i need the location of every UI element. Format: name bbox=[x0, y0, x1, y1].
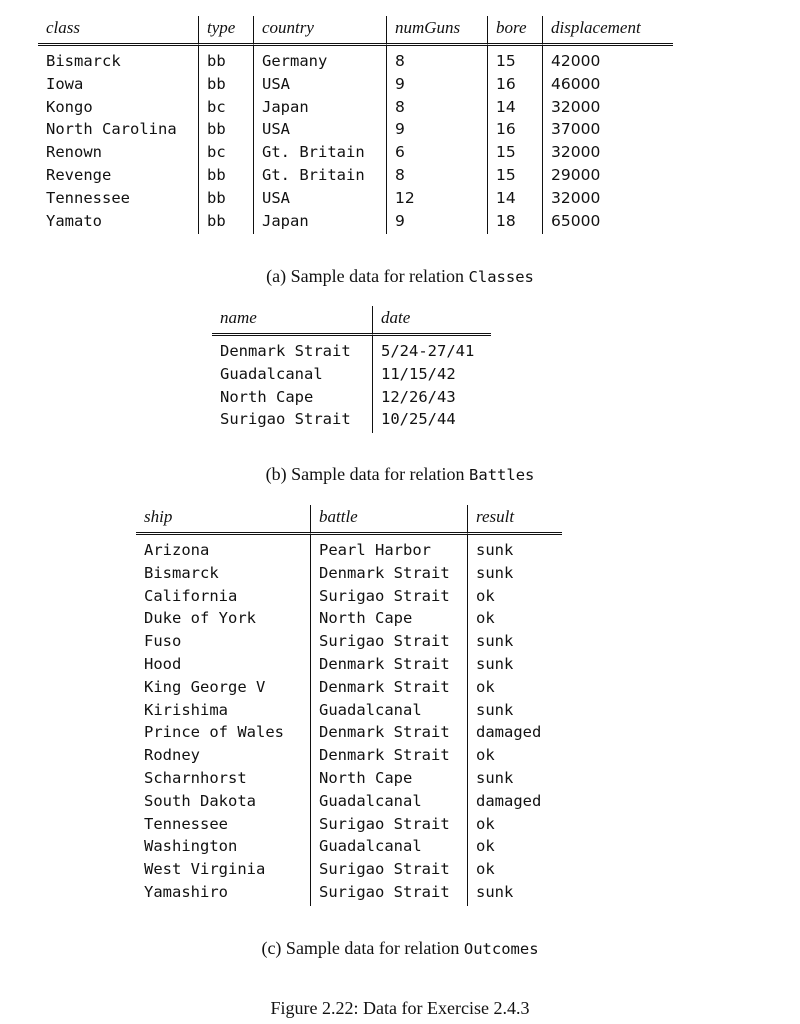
classes-cell-class: Tennessee bbox=[46, 188, 130, 207]
outcomes-cell-result: sunk bbox=[467, 653, 562, 676]
classes-row bbox=[38, 96, 673, 119]
outcomes-caption-text: (c) Sample data for relation bbox=[261, 938, 460, 958]
classes-cell-displacement: 46000 bbox=[542, 73, 673, 96]
outcomes-cell-ship: Rodney bbox=[144, 746, 200, 765]
classes-cell-numguns: 6 bbox=[386, 141, 487, 164]
outcomes-cell-ship: Kirishima bbox=[144, 700, 228, 719]
outcomes-cell-battle: Denmark Strait bbox=[310, 653, 467, 676]
classes-cell-class: Bismarck bbox=[46, 52, 121, 70]
classes-cell-country: USA bbox=[253, 187, 386, 210]
outcomes-cell-result: damaged bbox=[467, 790, 562, 813]
outcomes-row bbox=[136, 721, 562, 744]
classes-header-row bbox=[38, 16, 673, 46]
outcomes-cell-battle: Denmark Strait bbox=[310, 721, 467, 744]
outcomes-cell-ship: West Virginia bbox=[144, 860, 266, 879]
battles-cell-name: Surigao Strait bbox=[220, 410, 351, 429]
outcomes-cell-battle: Guadalcanal bbox=[310, 699, 467, 722]
outcomes-row bbox=[136, 676, 562, 699]
battles-col-name: name bbox=[212, 306, 372, 336]
classes-cell-displacement: 42000 bbox=[542, 46, 673, 73]
classes-table bbox=[38, 16, 673, 234]
classes-cell-bore: 15 bbox=[487, 141, 542, 164]
classes-row bbox=[38, 46, 673, 73]
battles-header-row bbox=[212, 306, 491, 336]
outcomes-cell-result: sunk bbox=[467, 767, 562, 790]
outcomes-cell-battle: Denmark Strait bbox=[310, 562, 467, 585]
outcomes-cell-ship: Fuso bbox=[144, 632, 182, 651]
classes-cell-type: bb bbox=[198, 46, 253, 73]
battles-caption-text: (b) Sample data for relation bbox=[265, 464, 465, 484]
outcomes-row bbox=[136, 630, 562, 653]
classes-cell-bore: 16 bbox=[487, 73, 542, 96]
classes-cell-numguns: 9 bbox=[386, 210, 487, 235]
outcomes-cell-ship: Hood bbox=[144, 654, 182, 673]
outcomes-cell-result: ok bbox=[467, 858, 562, 881]
outcomes-cell-result: sunk bbox=[467, 535, 562, 562]
classes-cell-class: North Carolina bbox=[46, 120, 177, 139]
outcomes-row bbox=[136, 858, 562, 881]
classes-cell-country: USA bbox=[253, 73, 386, 96]
classes-row bbox=[38, 210, 673, 235]
outcomes-row bbox=[136, 835, 562, 858]
classes-cell-type: bb bbox=[198, 73, 253, 96]
outcomes-row bbox=[136, 790, 562, 813]
classes-cell-country: Germany bbox=[253, 46, 386, 73]
classes-col-numguns: numGuns bbox=[386, 16, 487, 46]
battles-row bbox=[212, 363, 491, 386]
outcomes-col-result: result bbox=[467, 505, 562, 535]
outcomes-cell-battle: Surigao Strait bbox=[310, 630, 467, 653]
classes-cell-country: USA bbox=[253, 118, 386, 141]
classes-cell-numguns: 8 bbox=[386, 46, 487, 73]
outcomes-cell-ship: South Dakota bbox=[144, 791, 256, 810]
outcomes-cell-ship: Washington bbox=[144, 837, 238, 856]
battles-cell-name: Guadalcanal bbox=[220, 364, 323, 383]
outcomes-cell-ship: King George V bbox=[144, 677, 266, 696]
outcomes-row bbox=[136, 744, 562, 767]
classes-cell-numguns: 8 bbox=[386, 96, 487, 119]
battles-cell-name: North Cape bbox=[220, 387, 314, 406]
outcomes-caption bbox=[0, 938, 800, 959]
classes-cell-displacement: 32000 bbox=[542, 96, 673, 119]
outcomes-cell-result: sunk bbox=[467, 699, 562, 722]
outcomes-cell-ship: Scharnhorst bbox=[144, 768, 247, 787]
outcomes-cell-result: sunk bbox=[467, 562, 562, 585]
outcomes-row bbox=[136, 767, 562, 790]
outcomes-row bbox=[136, 562, 562, 585]
outcomes-cell-ship: Bismarck bbox=[144, 563, 219, 582]
outcomes-cell-battle: Denmark Strait bbox=[310, 744, 467, 767]
battles-cell-name: Denmark Strait bbox=[220, 342, 351, 360]
classes-cell-country: Gt. Britain bbox=[253, 141, 386, 164]
classes-col-class: class bbox=[38, 16, 198, 46]
outcomes-col-battle: battle bbox=[310, 505, 467, 535]
classes-cell-bore: 14 bbox=[487, 96, 542, 119]
outcomes-cell-battle: Surigao Strait bbox=[310, 585, 467, 608]
classes-row bbox=[38, 73, 673, 96]
classes-cell-bore: 15 bbox=[487, 164, 542, 187]
battles-cell-date: 10/25/44 bbox=[372, 408, 491, 433]
battles-row bbox=[212, 408, 491, 433]
outcomes-cell-battle: North Cape bbox=[310, 767, 467, 790]
classes-col-type: type bbox=[198, 16, 253, 46]
battles-caption-relation: Battles bbox=[469, 466, 535, 484]
classes-cell-numguns: 12 bbox=[386, 187, 487, 210]
outcomes-row bbox=[136, 813, 562, 836]
outcomes-cell-battle: Pearl Harbor bbox=[310, 535, 467, 562]
outcomes-cell-result: sunk bbox=[467, 630, 562, 653]
classes-cell-bore: 16 bbox=[487, 118, 542, 141]
outcomes-cell-battle: Denmark Strait bbox=[310, 676, 467, 699]
classes-cell-country: Gt. Britain bbox=[253, 164, 386, 187]
classes-cell-type: bc bbox=[198, 141, 253, 164]
outcomes-header-row bbox=[136, 505, 562, 535]
classes-col-displacement: displacement bbox=[542, 16, 673, 46]
outcomes-row bbox=[136, 535, 562, 562]
classes-cell-class: Yamato bbox=[46, 211, 102, 230]
outcomes-row bbox=[136, 881, 562, 906]
outcomes-cell-battle: North Cape bbox=[310, 607, 467, 630]
outcomes-row bbox=[136, 585, 562, 608]
classes-caption bbox=[0, 266, 800, 287]
classes-cell-class: Renown bbox=[46, 143, 102, 162]
outcomes-cell-ship: Tennessee bbox=[144, 814, 228, 833]
outcomes-cell-battle: Guadalcanal bbox=[310, 790, 467, 813]
classes-row bbox=[38, 164, 673, 187]
outcomes-cell-battle: Surigao Strait bbox=[310, 813, 467, 836]
classes-cell-type: bb bbox=[198, 210, 253, 235]
classes-cell-numguns: 9 bbox=[386, 118, 487, 141]
outcomes-cell-result: damaged bbox=[467, 721, 562, 744]
outcomes-cell-result: ok bbox=[467, 585, 562, 608]
classes-cell-numguns: 9 bbox=[386, 73, 487, 96]
outcomes-cell-battle: Guadalcanal bbox=[310, 835, 467, 858]
classes-cell-numguns: 8 bbox=[386, 164, 487, 187]
outcomes-cell-battle: Surigao Strait bbox=[310, 858, 467, 881]
battles-cell-date: 11/15/42 bbox=[372, 363, 491, 386]
classes-cell-bore: 14 bbox=[487, 187, 542, 210]
outcomes-cell-result: ok bbox=[467, 835, 562, 858]
outcomes-cell-ship: Duke of York bbox=[144, 609, 256, 628]
figure-caption: Figure 2.22: Data for Exercise 2.4.3 bbox=[270, 998, 530, 1018]
classes-cell-class: Revenge bbox=[46, 165, 112, 184]
outcomes-row bbox=[136, 653, 562, 676]
outcomes-caption-relation: Outcomes bbox=[463, 940, 539, 958]
classes-row bbox=[38, 141, 673, 164]
outcomes-cell-result: sunk bbox=[467, 881, 562, 906]
classes-cell-class: Kongo bbox=[46, 97, 93, 116]
outcomes-cell-ship: California bbox=[144, 586, 238, 605]
classes-caption-text: (a) Sample data for relation bbox=[266, 266, 465, 286]
classes-row bbox=[38, 187, 673, 210]
outcomes-cell-ship: Prince of Wales bbox=[144, 723, 284, 742]
battles-row bbox=[212, 386, 491, 409]
classes-cell-country: Japan bbox=[253, 210, 386, 235]
classes-cell-type: bb bbox=[198, 118, 253, 141]
classes-cell-type: bb bbox=[198, 164, 253, 187]
battles-col-date: date bbox=[372, 306, 491, 336]
classes-col-bore: bore bbox=[487, 16, 542, 46]
battles-cell-date: 12/26/43 bbox=[372, 386, 491, 409]
outcomes-cell-result: ok bbox=[467, 744, 562, 767]
classes-cell-type: bc bbox=[198, 96, 253, 119]
classes-cell-type: bb bbox=[198, 187, 253, 210]
outcomes-cell-result: ok bbox=[467, 676, 562, 699]
outcomes-cell-result: ok bbox=[467, 607, 562, 630]
outcomes-cell-ship: Arizona bbox=[144, 541, 210, 559]
classes-cell-displacement: 32000 bbox=[542, 187, 673, 210]
outcomes-cell-battle: Surigao Strait bbox=[310, 881, 467, 906]
outcomes-row bbox=[136, 699, 562, 722]
classes-cell-displacement: 65000 bbox=[542, 210, 673, 235]
outcomes-cell-result: ok bbox=[467, 813, 562, 836]
battles-cell-date: 5/24-27/41 bbox=[372, 336, 491, 363]
classes-cell-class: Iowa bbox=[46, 74, 84, 93]
battles-row bbox=[212, 336, 491, 363]
classes-caption-relation: Classes bbox=[468, 268, 534, 286]
classes-cell-country: Japan bbox=[253, 96, 386, 119]
outcomes-table bbox=[136, 505, 562, 906]
battles-caption bbox=[0, 464, 800, 485]
outcomes-row bbox=[136, 607, 562, 630]
classes-cell-bore: 15 bbox=[487, 46, 542, 73]
classes-cell-displacement: 32000 bbox=[542, 141, 673, 164]
classes-row bbox=[38, 118, 673, 141]
classes-cell-displacement: 29000 bbox=[542, 164, 673, 187]
outcomes-col-ship: ship bbox=[136, 505, 310, 535]
battles-table bbox=[212, 306, 491, 433]
classes-cell-bore: 18 bbox=[487, 210, 542, 235]
outcomes-cell-ship: Yamashiro bbox=[144, 882, 228, 901]
classes-col-country: country bbox=[253, 16, 386, 46]
classes-cell-displacement: 37000 bbox=[542, 118, 673, 141]
